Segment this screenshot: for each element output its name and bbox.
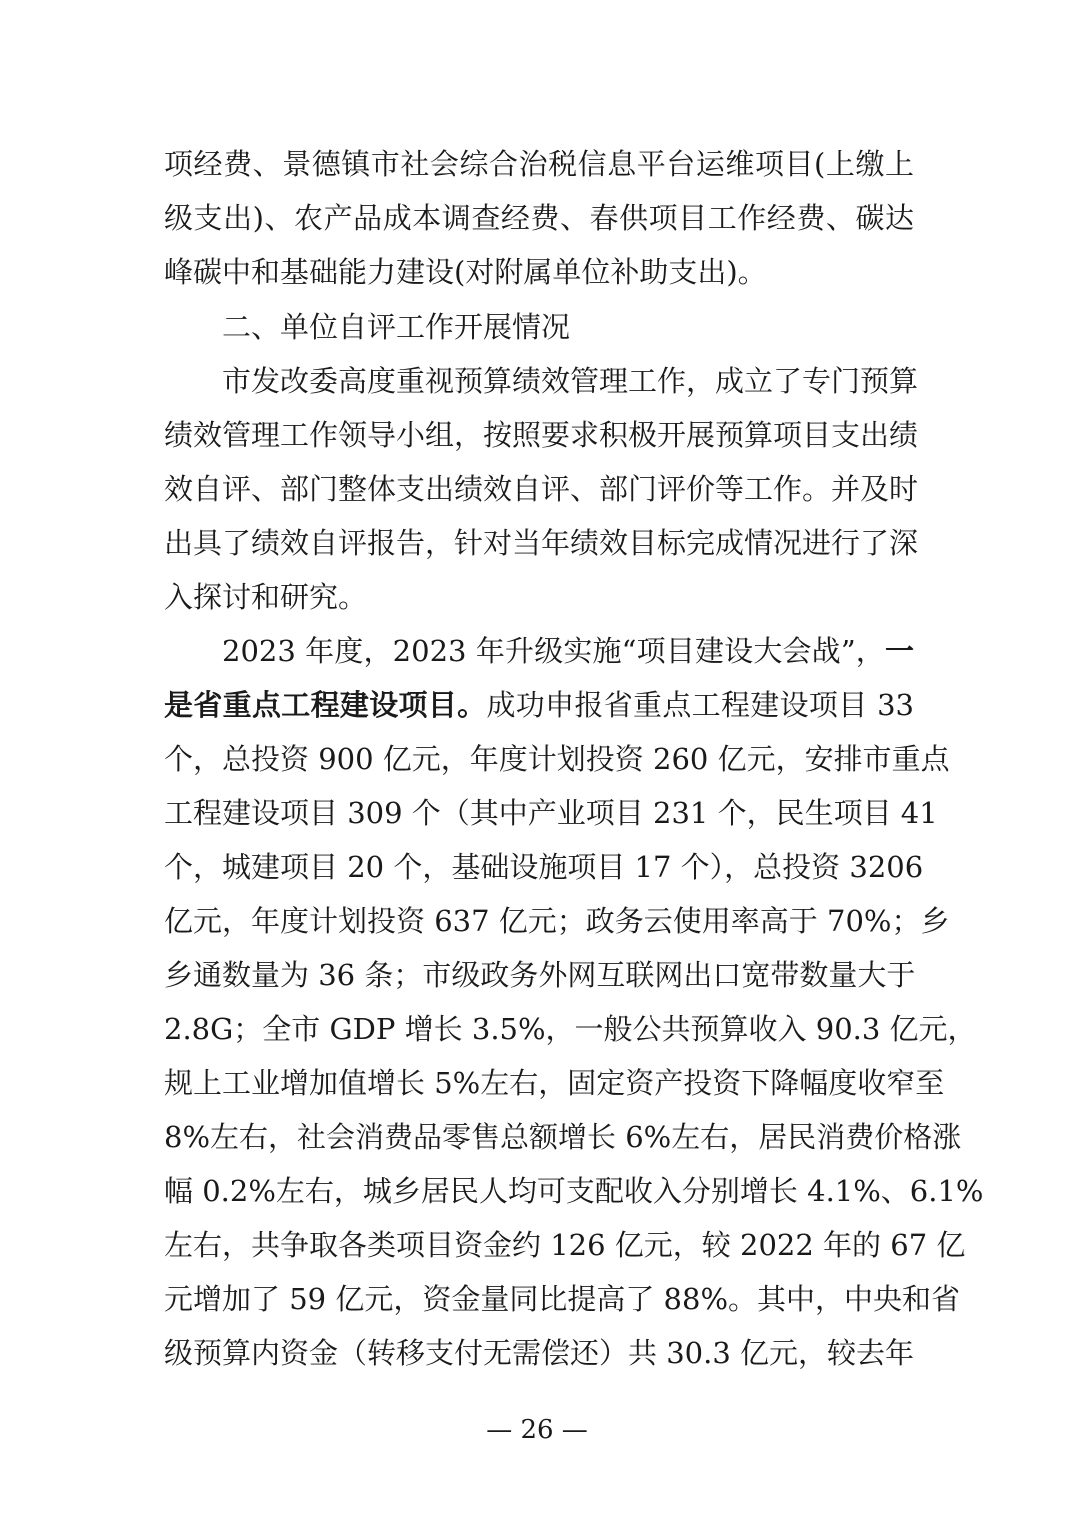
body-text-line	[164, 678, 914, 732]
body-text-segment: 成功申报省重点工程建设项目 33	[486, 688, 914, 722]
body-text-line: 级支出)、农产品成本调查经费、春供项目工作经费、碳达	[164, 201, 914, 235]
body-text-line: 个，总投资 900 亿元，年度计划投资 260 亿元，安排市重点	[164, 742, 950, 776]
body-text-segment: 2023 年度，2023 年升级实施“项目建设大会战”，	[222, 634, 885, 668]
body-text-line: 乡通数量为 36 条；市级政务外网互联网出口宽带数量大于	[164, 958, 916, 992]
body-text-line: 幅 0.2%左右，城乡居民人均可支配收入分别增长 4.1%、6.1%	[164, 1174, 984, 1208]
body-text-line: 出具了绩效自评报告，针对当年绩效目标完成情况进行了深	[164, 526, 919, 560]
body-text-line: 个，城建项目 20 个，基础设施项目 17 个），总投资 3206	[164, 850, 924, 884]
body-text-line: 元增加了 59 亿元，资金量同比提高了 88%。其中，中央和省	[164, 1282, 961, 1316]
body-text-line: 入探讨和研究。	[164, 580, 368, 614]
body-text-line: 绩效管理工作领导小组，按照要求积极开展预算项目支出绩	[164, 418, 919, 452]
body-text-line: 左右，共争取各类项目资金约 126 亿元，较 2022 年的 67 亿	[164, 1228, 966, 1262]
body-text-line: 级预算内资金（转移支付无需偿还）共 30.3 亿元，较去年	[164, 1336, 915, 1370]
bold-text-segment: 一	[884, 634, 914, 668]
body-text-line: 项经费、景德镇市社会综合治税信息平台运维项目(上缴上	[164, 147, 914, 181]
paragraph-first-line: 市发改委高度重视预算绩效管理工作，成立了专门预算	[222, 364, 919, 398]
body-text-line: 规上工业增加值增长 5%左右，固定资产投资下降幅度收窄至	[164, 1066, 945, 1100]
section-heading: 二、单位自评工作开展情况	[222, 310, 571, 344]
body-text-line: 2.8G；全市 GDP 增长 3.5%，一般公共预算收入 90.3 亿元，	[164, 1012, 977, 1046]
bold-text-segment: 是省重点工程建设项目。	[164, 688, 487, 722]
paragraph-first-line	[222, 624, 914, 678]
body-text-line: 8%左右，社会消费品零售总额增长 6%左右，居民消费价格涨	[164, 1120, 962, 1154]
page-number: — 26 —	[486, 1415, 588, 1445]
body-text-line: 峰碳中和基础能力建设(对附属单位补助支出)。	[164, 255, 767, 289]
body-text-line: 亿元，年度计划投资 637 亿元；政务云使用率高于 70%；乡	[164, 904, 950, 938]
body-text-line: 效自评、部门整体支出绩效自评、部门评价等工作。并及时	[164, 472, 919, 506]
body-text-line: 工程建设项目 309 个（其中产业项目 231 个，民生项目 41	[164, 796, 938, 830]
